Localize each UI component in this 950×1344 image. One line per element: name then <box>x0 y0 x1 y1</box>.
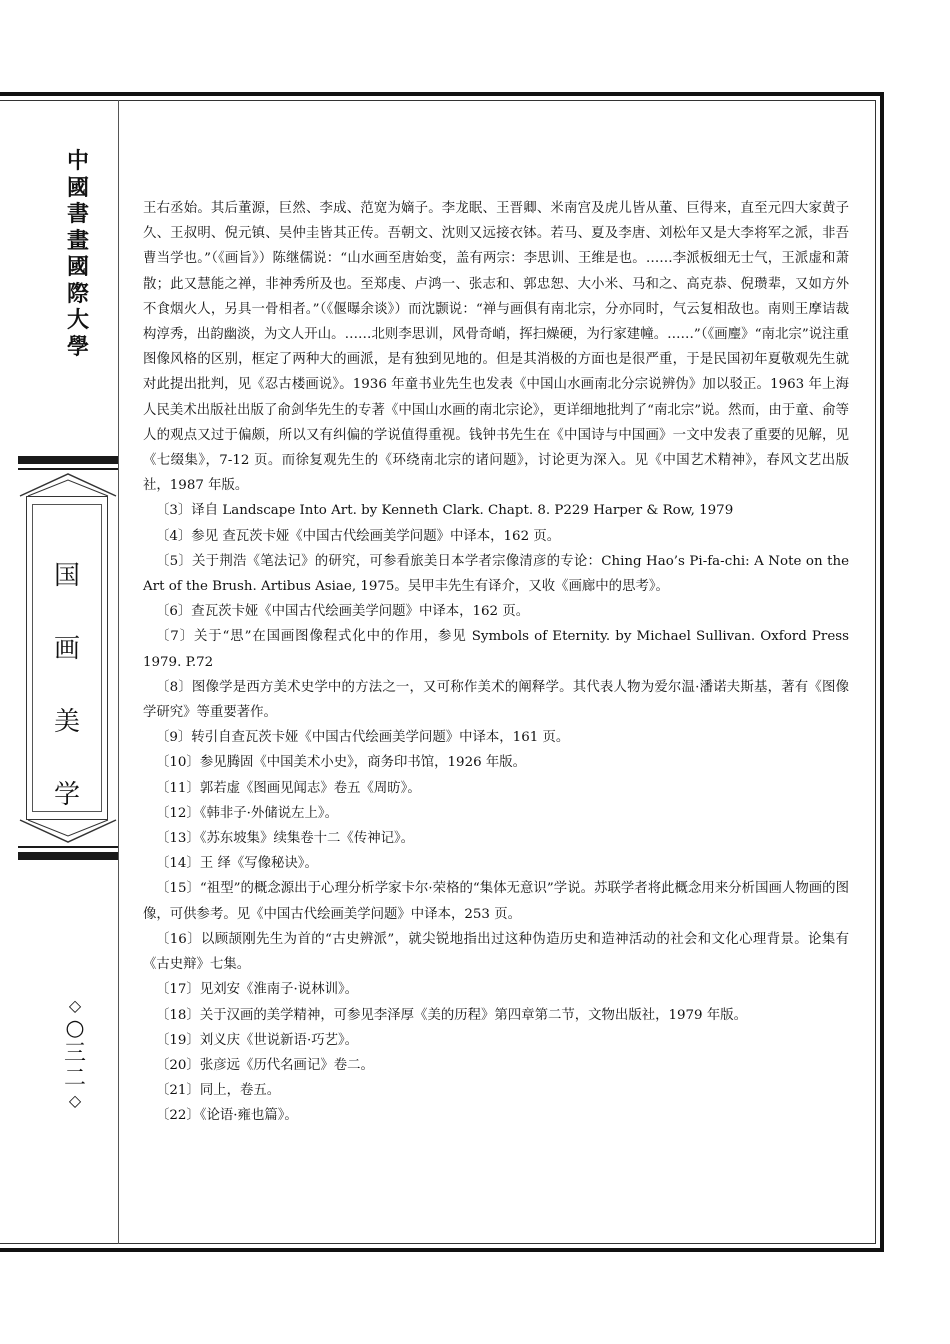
footnote-11: 〔11〕郭若虚《图画见闻志》卷五《周昉》。 <box>156 780 421 796</box>
page-number <box>60 996 90 1111</box>
sidebar-divider <box>118 100 119 1244</box>
footnote-21: 〔21〕同上，卷五。 <box>156 1083 281 1099</box>
diamond-icon: ◇ <box>68 1091 82 1110</box>
footnote-19: 〔19〕刘义庆《世说新语·巧艺》。 <box>156 1032 359 1048</box>
footnote-20: 〔20〕张彦远《历代名画记》卷二。 <box>156 1057 374 1073</box>
footnote-7: 〔7〕关于“思”在国画图像程式化中的作用，参见 Symbols of Eternity. by Michael Sullivan. Oxford Press 1979. P.72 <box>143 629 849 670</box>
page-content <box>143 196 849 1129</box>
footnote-6: 〔6〕查瓦茨卡娅《中国古代绘画美学问题》中译本，162 页。 <box>156 604 530 620</box>
book-title: 国画美学 <box>53 561 80 810</box>
title-band-top-thin <box>18 468 118 470</box>
title-ornament-top <box>18 472 118 498</box>
series-title: 中國書畫國際大學 <box>66 148 89 360</box>
title-band-bottom <box>18 852 118 860</box>
body-paragraph: 王右丞始。其后董源，巨然、李成、范宽为嫡子。李龙眠、王晋卿、米南宫及虎儿皆从董、巨得来，直至元四大家黄子久、王叔明、倪元镇、吴仲圭皆其正传。吾朝文、沈则又远接衣钵。若马、夏及李唐、刘松年又是大李将军之派，非吾曹当学也。”（《画旨》）陈继儒说：“山水画至唐始变，盖有两宗：李思训、王维是也。……李派板细无士气，王派虚和萧散；此又慧能之禅，非神秀所及也。至郑虔、卢鸿一、张志和、郭忠恕、大小米、马和之、高克恭、倪瓒辈，又如方外不食烟火人，另具一骨相者。”（《偃曝余谈》）而沈颢说：“禅与画俱有南北宗，分亦同时，气云复相敌也。南则王摩诘裁构淳秀，出韵幽淡，为文人开山。……北则李思训，风骨奇峭，挥扫燥硬，为行家建幢。……”（《画麈》“南北宗”说注重图像风格的区别，框定了两种大的画派，是有独到见地的。但是其消极的方面也是很严重，于是民国初年夏敬观先生就对此提出批判，见《忍古楼画说》。1936 年童书业先生也发表《中国山水画南北分宗说辨伪》加以驳正。1963 年上海人民美术出版社出版了俞剑华先生的专著《中国山水画的南北宗论》，更详细地批判了“南北宗”说。然而，由于童、俞等人的观点又过于偏颇，所以又有纠偏的学说值得重视。钱钟书先生在《中国诗与中国画》一文中发表了重要的见解，见《七缀集》，7-12 页。而徐复观先生的《环绕南北宗的诸问题》，讨论更为深入。见《中国艺术精神》，春风文艺出版社，1987 年版。 <box>143 201 849 494</box>
footnote-9: 〔9〕转引自查瓦茨卡娅《中国古代绘画美学问题》中译本，161 页。 <box>156 730 570 746</box>
footnote-5: 〔5〕关于荆浩《笔法记》的研究，可参看旅美日本学者宗像清彦的专论：Ching Hao’s Pi-fa-chi: A Note on the Art of the Brush. Artibus Asiae, 1975。吴甲丰先生有译介，又收《画廊中的思考》。 <box>143 553 849 595</box>
footnote-10: 〔10〕参见腾固《中国美术小史》，商务印书馆，1926 年版。 <box>156 755 527 771</box>
footnote-8: 〔8〕图像学是西方美术史学中的方法之一，又可称作美术的阐释学。其代表人物为爱尔温·潘诺夫斯基，著有《图像学研究》等重要著作。 <box>143 679 849 721</box>
footnote-17: 〔17〕见刘安《淮南子·说林训》。 <box>156 982 359 998</box>
footnote-13: 〔13〕《苏东坡集》续集卷十二《传神记》。 <box>156 831 415 847</box>
footnote-22: 〔22〕《论语·雍也篇》。 <box>156 1108 298 1124</box>
footnote-12: 〔12〕《韩非子·外储说左上》。 <box>156 805 338 821</box>
title-ornament-bottom <box>18 818 118 844</box>
footnote-4: 〔4〕参见 查瓦茨卡娅《中国古代绘画美学问题》中译本，162 页。 <box>156 528 561 544</box>
footnote-18: 〔18〕关于汉画的美学精神，可参见李泽厚《美的历程》第四章第二节，文物出版社，1979 年版。 <box>156 1007 747 1023</box>
footnote-15: 〔15〕“祖型”的概念源出于心理分析学家卡尔·荣格的“集体无意识”学说。苏联学者将此概念用来分析国画人物画的图像，可供参考。见《中国古代绘画美学问题》中译本，253 页。 <box>143 881 849 922</box>
title-band-bottom-thin <box>18 846 118 848</box>
page-number-digits: ○三二 <box>63 1016 86 1091</box>
diamond-icon: ◇ <box>68 996 82 1015</box>
footnote-3: 〔3〕译自 Landscape Into Art. by Kenneth Clark. Chapt. 8. P229 Harper & Row, 1979 <box>156 503 734 519</box>
title-band-top <box>18 456 118 464</box>
footnote-16: 〔16〕以顾颉刚先生为首的“古史辨派”，就尖锐地指出过这种伪造历史和造神活动的社会和文化心理背景。论集有《古史辩》七集。 <box>143 931 849 973</box>
footnote-14: 〔14〕王 绎《写像秘诀》。 <box>156 856 318 872</box>
